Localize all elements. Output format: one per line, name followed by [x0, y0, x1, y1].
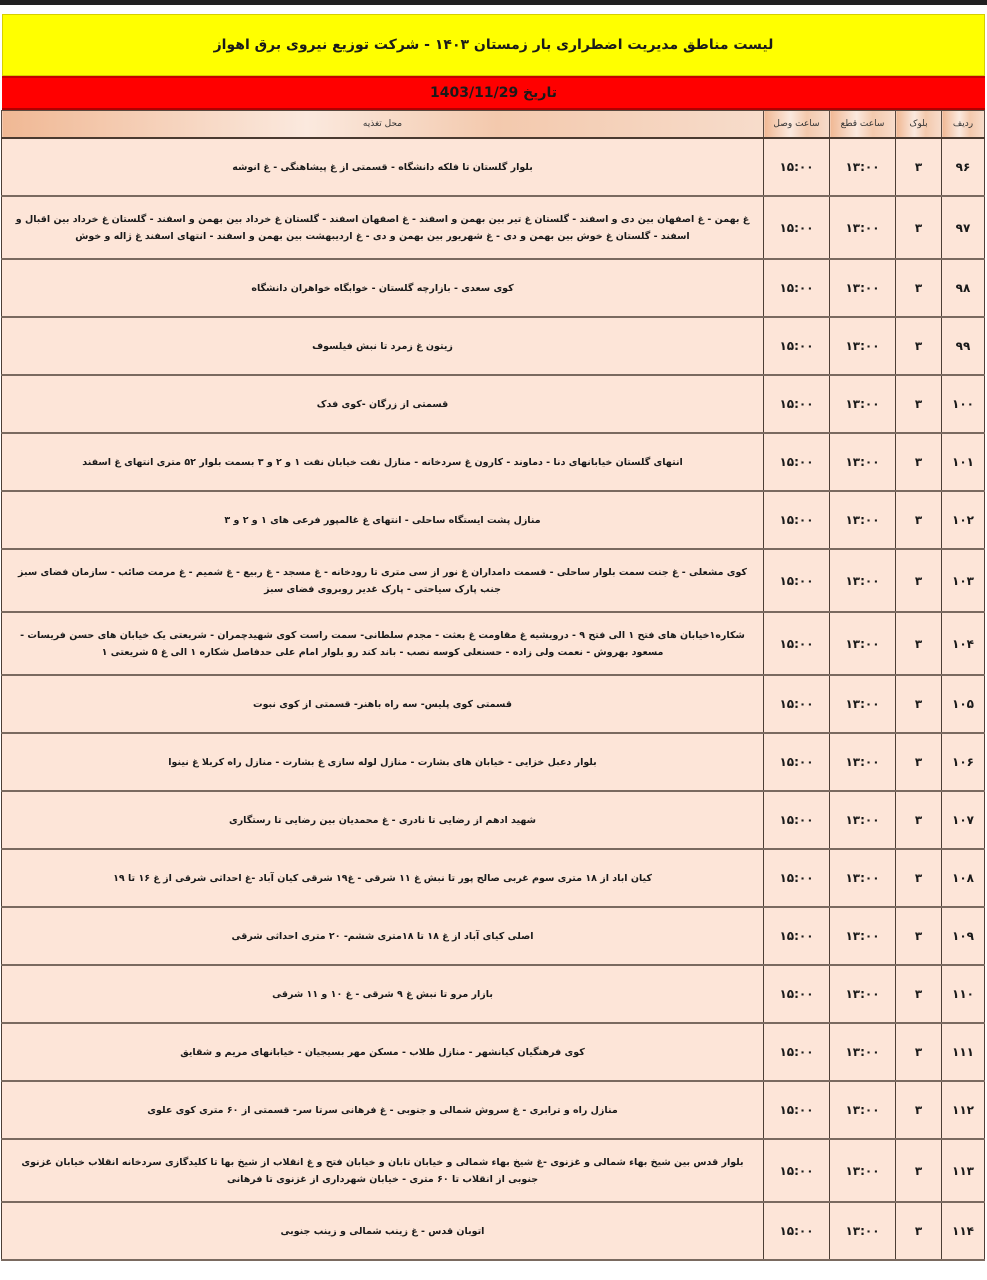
cut-time: ۱۳:۰۰ [830, 965, 896, 1023]
cut-time: ۱۳:۰۰ [830, 433, 896, 491]
table-row [2, 965, 985, 1023]
feed-location: شکاره۱خیابان های فتح ۱ الی فتح ۹ - درویشیه غ مقاومت غ بعثت - مجدم سلطانی- سمت راست کوی شهیدچمران - شریعتی یک خیابان های حسن فریسات - مسعود بهروش - نعمت ولی زاده - حسنعلی کوسه نصب - باند کند رو بلوار امام علی حدفاصل شکاره ۱ الی غ ۵ شریعتی ۱ [2, 612, 764, 675]
row-number: ۱۰۱ [942, 433, 985, 491]
row-number: ۱۰۵ [942, 675, 985, 733]
feed-location: منازل پشت ایستگاه ساحلی - انتهای غ غالمپور فرعی های ۱ و ۲ و ۳ [2, 491, 764, 549]
column-header-block: بلوک [896, 111, 942, 139]
feed-location: قسمتی از زرگان -کوی فدک [2, 375, 764, 433]
block-number: ۳ [896, 491, 942, 549]
feed-location: کوی فرهنگیان کیانشهر - منازل طلاب - مسکن مهر بسیجیان - خیابانهای مریم و شقایق [2, 1023, 764, 1081]
block-number: ۳ [896, 1081, 942, 1139]
reconnect-time: ۱۵:۰۰ [764, 491, 830, 549]
block-number: ۳ [896, 1023, 942, 1081]
row-number: ۱۰۶ [942, 733, 985, 791]
table-row [2, 907, 985, 965]
block-number: ۳ [896, 612, 942, 675]
table-row [2, 849, 985, 907]
reconnect-time: ۱۵:۰۰ [764, 733, 830, 791]
row-number: ۱۰۲ [942, 491, 985, 549]
row-number: ۱۰۹ [942, 907, 985, 965]
table-row [2, 491, 985, 549]
date-text: تاریخ 1403/11/29 [430, 85, 557, 101]
feed-location: قسمتی کوی پلیس- سه راه باهنر- قسمتی از کوی نبوت [2, 675, 764, 733]
row-number: ۹۸ [942, 259, 985, 317]
reconnect-time: ۱۵:۰۰ [764, 549, 830, 612]
table-row [2, 675, 985, 733]
reconnect-time: ۱۵:۰۰ [764, 849, 830, 907]
row-number: ۹۹ [942, 317, 985, 375]
reconnect-time: ۱۵:۰۰ [764, 259, 830, 317]
table-row [2, 375, 985, 433]
row-number: ۱۱۴ [942, 1202, 985, 1260]
table-row [2, 1081, 985, 1139]
table-row [2, 549, 985, 612]
reconnect-time: ۱۵:۰۰ [764, 196, 830, 259]
column-header-reconnect-time: ساعت وصل [764, 111, 830, 139]
window-top-bar [0, 0, 987, 5]
cut-time: ۱۳:۰۰ [830, 791, 896, 849]
column-header-cut-time: ساعت قطع [830, 111, 896, 139]
block-number: ۳ [896, 1139, 942, 1202]
table-row [2, 196, 985, 259]
feed-location: کوی مشعلی - غ جنت سمت بلوار ساحلی - قسمت دامداران غ نور از سی متری تا رودخانه - غ مسجد - غ ربیع - غ شمیم - غ مرمت صائب - سازمان فضای سبز جنب پارک سیاحتی - پارک غدیر روبروی فضای سبز [2, 549, 764, 612]
block-number: ۳ [896, 549, 942, 612]
feed-location: بلوار دعبل خزایی - خیابان های بشارت - منازل لوله سازی غ بشارت - منازل راه کربلا غ نینوا [2, 733, 764, 791]
block-number: ۳ [896, 433, 942, 491]
table-row [2, 433, 985, 491]
reconnect-time: ۱۵:۰۰ [764, 1081, 830, 1139]
cut-time: ۱۳:۰۰ [830, 549, 896, 612]
block-number: ۳ [896, 907, 942, 965]
row-number: ۱۱۲ [942, 1081, 985, 1139]
cut-time: ۱۳:۰۰ [830, 1139, 896, 1202]
cut-time: ۱۳:۰۰ [830, 907, 896, 965]
table-row [2, 317, 985, 375]
cut-time: ۱۳:۰۰ [830, 733, 896, 791]
feed-location: اصلی کیای آباد از غ ۱۸ تا ۱۸متری ششم- ۲۰ متری احداثی شرقی [2, 907, 764, 965]
table-row [2, 791, 985, 849]
reconnect-time: ۱۵:۰۰ [764, 1139, 830, 1202]
cut-time: ۱۳:۰۰ [830, 1023, 896, 1081]
table-row [2, 138, 985, 196]
feed-location: منازل راه و ترابری - غ سروش شمالی و جنوبی - غ فرهانی سرتا سر- قسمتی از ۶۰ متری کوی علوی [2, 1081, 764, 1139]
column-header-row: ردیف [942, 111, 985, 139]
reconnect-time: ۱۵:۰۰ [764, 1023, 830, 1081]
feed-location: اتوبان قدس - غ زینب شمالی و زینب جنوبی [2, 1202, 764, 1260]
feed-location: بازار مرو تا نبش غ ۹ شرقی - غ ۱۰ و ۱۱ شرقی [2, 965, 764, 1023]
row-number: ۱۰۳ [942, 549, 985, 612]
table-row [2, 612, 985, 675]
block-number: ۳ [896, 138, 942, 196]
outage-schedule-sheet [2, 14, 985, 1261]
cut-time: ۱۳:۰۰ [830, 317, 896, 375]
block-number: ۳ [896, 317, 942, 375]
block-number: ۳ [896, 965, 942, 1023]
cut-time: ۱۳:۰۰ [830, 1202, 896, 1260]
feed-location: زیتون غ زمرد تا نبش فیلسوف [2, 317, 764, 375]
reconnect-time: ۱۵:۰۰ [764, 1202, 830, 1260]
reconnect-time: ۱۵:۰۰ [764, 317, 830, 375]
block-number: ۳ [896, 849, 942, 907]
block-number: ۳ [896, 196, 942, 259]
cut-time: ۱۳:۰۰ [830, 491, 896, 549]
cut-time: ۱۳:۰۰ [830, 612, 896, 675]
reconnect-time: ۱۵:۰۰ [764, 612, 830, 675]
table-header-row [2, 111, 985, 139]
feed-location: کیان اباد از ۱۸ متری سوم غربی صالح پور تا نبش غ ۱۱ شرقی - غ۱۹ شرقی کیان آباد -غ احداثی شرقی از غ ۱۶ تا ۱۹ [2, 849, 764, 907]
feed-location: غ بهمن - غ اصفهان بین دی و اسفند - گلستان غ تیر بین بهمن و اسفند - غ اصفهان اسفند - گلستان غ خرداد بین بهمن و اسفند - گلستان غ خرداد بین اقبال و اسفند - گلستان غ خوش بین بهمن و دی - غ شهریور بین بهمن و دی - غ اردیبهشت بین بهمن و اسفند - انتهای اسفند غ ژاله و خوش [2, 196, 764, 259]
block-number: ۳ [896, 675, 942, 733]
row-number: ۱۱۰ [942, 965, 985, 1023]
row-number: ۱۰۰ [942, 375, 985, 433]
feed-location: بلوار گلستان تا فلکه دانشگاه - قسمتی از غ پیشاهنگی - غ انوشه [2, 138, 764, 196]
block-number: ۳ [896, 1202, 942, 1260]
cut-time: ۱۳:۰۰ [830, 259, 896, 317]
block-number: ۳ [896, 259, 942, 317]
cut-time: ۱۳:۰۰ [830, 375, 896, 433]
feed-location: شهید ادهم از رضایی تا نادری - غ محمدیان بین رضایی تا رستگاری [2, 791, 764, 849]
table-row [2, 1202, 985, 1260]
cut-time: ۱۳:۰۰ [830, 196, 896, 259]
cut-time: ۱۳:۰۰ [830, 849, 896, 907]
reconnect-time: ۱۵:۰۰ [764, 138, 830, 196]
reconnect-time: ۱۵:۰۰ [764, 675, 830, 733]
table-row [2, 1023, 985, 1081]
column-header-location: محل تغذیه [2, 111, 764, 139]
row-number: ۱۱۳ [942, 1139, 985, 1202]
reconnect-time: ۱۵:۰۰ [764, 907, 830, 965]
row-number: ۱۰۸ [942, 849, 985, 907]
block-number: ۳ [896, 733, 942, 791]
date-banner [2, 76, 985, 110]
row-number: ۱۰۴ [942, 612, 985, 675]
table-row [2, 1139, 985, 1202]
row-number: ۹۶ [942, 138, 985, 196]
page-title [2, 14, 985, 76]
table-row [2, 733, 985, 791]
reconnect-time: ۱۵:۰۰ [764, 433, 830, 491]
row-number: ۱۰۷ [942, 791, 985, 849]
row-number: ۱۱۱ [942, 1023, 985, 1081]
outage-table [1, 110, 985, 1261]
feed-location: بلوار قدس بین شیخ بهاء شمالی و غزنوی -غ شیخ بهاء شمالی و خیابان تابان و خیابان فتح و غ انقلاب از شیخ بها تا کلیدگازی سردخانه انقلاب خیابان غزنوی جنوبی از انقلاب تا ۶۰ متری - خیابان شهرداری از غزنوی تا فرهانی [2, 1139, 764, 1202]
row-number: ۹۷ [942, 196, 985, 259]
block-number: ۳ [896, 375, 942, 433]
table-row [2, 259, 985, 317]
feed-location: کوی سعدی - بازارچه گلستان - خوابگاه خواهران دانشگاه [2, 259, 764, 317]
page-title-text: لیست مناطق مدیریت اضطراری بار زمستان ۱۴۰۳ - شرکت توزیع نیروی برق اهواز [213, 37, 774, 53]
feed-location: انتهای گلستان خیابانهای دنا - دماوند - کارون غ سردخانه - منازل نفت خیابان نفت ۱ و ۲ و ۳ بسمت بلوار ۵۲ متری انتهای غ اسفند [2, 433, 764, 491]
reconnect-time: ۱۵:۰۰ [764, 375, 830, 433]
cut-time: ۱۳:۰۰ [830, 138, 896, 196]
cut-time: ۱۳:۰۰ [830, 675, 896, 733]
block-number: ۳ [896, 791, 942, 849]
reconnect-time: ۱۵:۰۰ [764, 791, 830, 849]
reconnect-time: ۱۵:۰۰ [764, 965, 830, 1023]
cut-time: ۱۳:۰۰ [830, 1081, 896, 1139]
